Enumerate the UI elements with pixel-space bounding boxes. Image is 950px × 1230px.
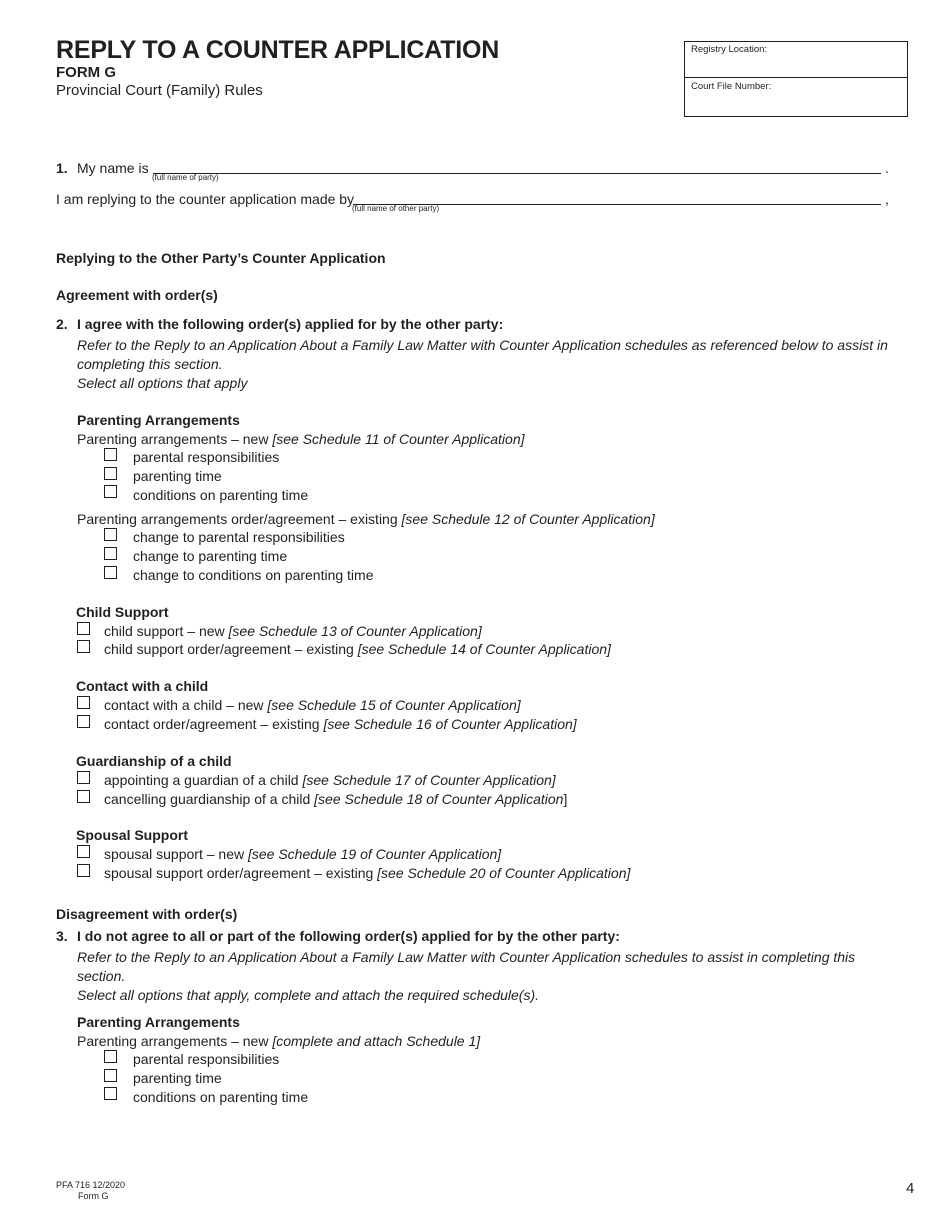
checkbox-change-parenting-time[interactable] — [104, 547, 117, 560]
option-label: parenting time — [133, 1070, 222, 1086]
option-label: appointing a guardian of a child [see Schedule 17 of Counter Application] — [104, 772, 556, 788]
contact-heading: Contact with a child — [76, 678, 209, 694]
section-3-prompt: I do not agree to all or part of the following order(s) applied for by the other party: — [77, 928, 620, 944]
child-support-heading: Child Support — [76, 604, 169, 620]
checkbox-cancel-guardianship[interactable] — [77, 790, 90, 803]
checkbox-contact-existing[interactable] — [77, 715, 90, 728]
checkbox-disagree-parenting-time[interactable] — [104, 1069, 117, 1082]
disagreement-heading: Disagreement with order(s) — [56, 906, 238, 922]
section-3-number: 3. — [56, 928, 68, 944]
checkbox-spousal-support-existing[interactable] — [77, 864, 90, 877]
option-label: parenting time — [133, 468, 222, 484]
checkbox-conditions-parenting-time[interactable] — [104, 485, 117, 498]
checkbox-disagree-parental-responsibilities[interactable] — [104, 1050, 117, 1063]
section-2-instruction-3: Select all options that apply — [77, 375, 248, 391]
checkbox-child-support-existing[interactable] — [77, 640, 90, 653]
checkbox-contact-new[interactable] — [77, 696, 90, 709]
checkbox-change-conditions-parenting-time[interactable] — [104, 566, 117, 579]
option-label: child support order/agreement – existing [see Schedule 14 of Counter Application] — [104, 641, 611, 657]
section-2-instruction-1: Refer to the Reply to an Application About a Family Law Matter with Counter Application schedules as referenced below to assist in — [77, 337, 888, 353]
court-file-number-label: Court File Number: — [691, 81, 772, 92]
option-label: conditions on parenting time — [133, 1089, 309, 1105]
option-label: change to parenting time — [133, 548, 288, 564]
court-file-number-field[interactable] — [685, 79, 907, 115]
checkbox-appoint-guardian[interactable] — [77, 771, 90, 784]
other-party-hint: (full name of other party) — [352, 204, 440, 213]
my-name-label: My name is — [77, 160, 149, 176]
registry-location-label: Registry Location: — [691, 44, 768, 55]
checkbox-spousal-support-new[interactable] — [77, 845, 90, 858]
replying-label: I am replying to the counter application made by — [56, 191, 355, 207]
form-rules: Provincial Court (Family) Rules — [56, 82, 263, 99]
footer-form-code: PFA 716 12/2020 — [56, 1180, 126, 1190]
section-2-instruction-2: completing this section. — [77, 356, 223, 372]
option-label: change to conditions on parenting time — [133, 567, 374, 583]
period-mark: . — [885, 160, 889, 176]
registry-location-field[interactable] — [685, 42, 907, 78]
replying-heading: Replying to the Other Party’s Counter Application — [56, 250, 386, 266]
section-2-number: 2. — [56, 316, 68, 332]
option-label: parental responsibilities — [133, 1051, 280, 1067]
my-name-input[interactable] — [153, 173, 881, 174]
checkbox-child-support-new[interactable] — [77, 622, 90, 635]
option-label: spousal support order/agreement – existing [see Schedule 20 of Counter Application] — [104, 865, 631, 881]
footer-form-name: Form G — [78, 1191, 109, 1201]
guardianship-heading: Guardianship of a child — [76, 753, 232, 769]
section-3-instruction-2: section. — [77, 968, 126, 984]
checkbox-parenting-time[interactable] — [104, 467, 117, 480]
section-1-number: 1. — [56, 160, 68, 176]
option-label: contact with a child – new [see Schedule 15 of Counter Application] — [104, 697, 521, 713]
option-label: cancelling guardianship of a child [see Schedule 18 of Counter Application] — [104, 791, 568, 807]
option-label: child support – new [see Schedule 13 of Counter Application] — [104, 623, 482, 639]
option-label: spousal support – new [see Schedule 19 of Counter Application] — [104, 846, 502, 862]
comma-mark: , — [885, 191, 889, 207]
option-label: parental responsibilities — [133, 449, 280, 465]
parenting-existing-label: Parenting arrangements order/agreement – existing [see Schedule 12 of Counter Application] — [77, 511, 655, 527]
option-label: change to parental responsibilities — [133, 529, 345, 545]
agreement-heading: Agreement with order(s) — [56, 287, 218, 303]
checkbox-disagree-conditions-parenting-time[interactable] — [104, 1087, 117, 1100]
my-name-hint: (full name of party) — [152, 173, 219, 182]
form-code: FORM G — [56, 64, 116, 81]
registry-box — [684, 41, 908, 117]
checkbox-parental-responsibilities[interactable] — [104, 448, 117, 461]
section-3-instruction-3: Select all options that apply, complete and attach the required schedule(s). — [77, 987, 540, 1003]
parenting-new-label: Parenting arrangements – new [see Schedule 11 of Counter Application] — [77, 431, 525, 447]
section-2-prompt: I agree with the following order(s) applied for by the other party: — [77, 316, 504, 332]
form-title: REPLY TO A COUNTER APPLICATION — [56, 36, 500, 64]
option-label: conditions on parenting time — [133, 487, 309, 503]
section-3-instruction-1: Refer to the Reply to an Application About a Family Law Matter with Counter Application schedules to assist in completing this — [77, 949, 856, 965]
spousal-support-heading: Spousal Support — [76, 827, 188, 843]
page-number: 4 — [906, 1180, 915, 1197]
parenting-heading: Parenting Arrangements — [77, 412, 240, 428]
disagree-parenting-heading: Parenting Arrangements — [77, 1014, 240, 1030]
disagree-parenting-new-label: Parenting arrangements – new [complete and attach Schedule 1] — [77, 1033, 481, 1049]
checkbox-change-parental-responsibilities[interactable] — [104, 528, 117, 541]
option-label: contact order/agreement – existing [see Schedule 16 of Counter Application] — [104, 716, 577, 732]
